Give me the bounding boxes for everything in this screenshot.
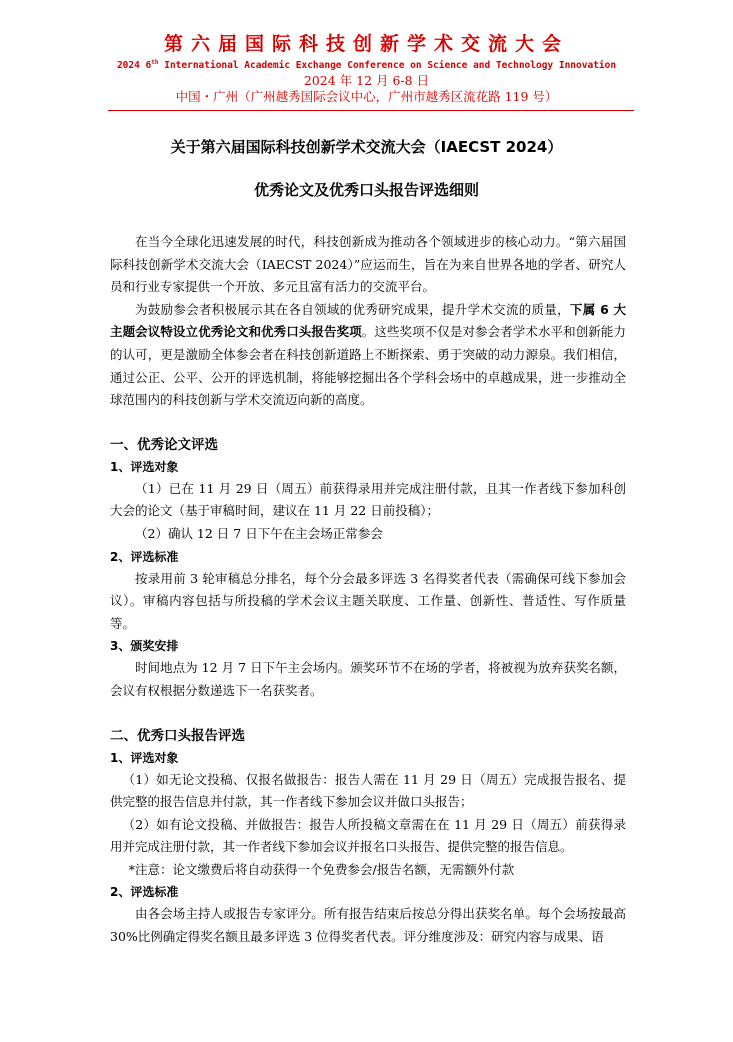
section-1-heading: 一、优秀论文评选 [110,436,218,453]
header-divider [108,110,634,111]
section-1-item-1: （1）已在 11 月 29 日（周五）前获得录用并完成注册付款，且其一作者线下参加科创大会的论文（基于审稿时间，建议在 11 月 22 日前投稿）； [110,480,626,519]
section-2-note: *注意：论文缴费后将自动获得一个免费参会/报告名额，无需额外付款 [128,861,515,877]
section-2-item-1: （1）如无论文投稿、仅报名做报告：报告人需在 11 月 29 日（周五）完成报告报名、提供完整的报告信息并付款，其一作者线下参加会议并做口头报告； [110,771,626,810]
section-1-subheading-criteria: 2、评选标准 [110,549,179,564]
section-2-criteria: 由各会场主持人或报告专家评分。所有报告结束后按总分得出获奖名单。每个会场按最高 30%比例确定得奖名额且最多评选 3 位得奖者代表。评分维度涉及：研究内容与成果、语 [110,906,626,945]
section-2-subheading-target: 1、评选对象 [110,750,179,765]
section-1-item-2: （2）确认 12 日 7 日下午在主会场正常参会 [135,525,383,541]
conference-title-en: 2024 6th International Academic Exchange Conference on Science and Technology Innovation [116,59,617,72]
intro-paragraph-1: 在当今全球化迅速发展的时代，科技创新成为推动各个领域进步的核心动力。“第六届国际科技创新学术交流大会（IAECST 2024）”应运而生，旨在为来自世界各地的学者、研究人员和行业专家提供一个开放、多元且富有活力的交流平台。 [110,234,626,295]
section-1-subheading-award: 3、颁奖安排 [110,639,179,654]
section-1-criteria: 按录用前 3 轮审稿总分排名，每个分会最多评选 3 名得奖者代表（需确保可线下参加会议）。审稿内容包括与所投稿的学术会议主题关联度、工作量、创新性、普适性、写作质量等。 [110,570,626,631]
conference-header [0,32,733,105]
conference-date: 2024 年 12 月 6-8 日 [303,73,430,89]
highlight-text: 下属 6 大主题会议特设立优秀论文和优秀口头报告奖项 [110,301,626,340]
section-2-subheading-criteria: 2、评选标准 [110,885,179,900]
document-subtitle: 优秀论文及优秀口头报告评选细则 [253,181,479,199]
section-2-heading: 二、优秀口头报告评选 [110,727,245,744]
section-1-award: 时间地点为 12 月 7 日下午主会场内。颁奖环节不在场的学者，将被视为放弃获奖名额，会议有权根据分数递选下一名获奖者。 [110,660,626,698]
conference-venue: 中国・广州（广州越秀国际会议中心，广州市越秀区流花路 119 号） [175,89,558,105]
conference-title-cn: 第六届国际科技创新学术交流大会 [163,33,569,55]
intro-paragraph-2: 为鼓励参会者积极展示其在各自领域的优秀研究成果，提升学术交流的质量，下属 6 大主题会议特设立优秀论文和优秀口头报告奖项。这些奖项不仅是对参会者学术水平和创新能力的认可，更是激励全体参会者在科技创新道路上不断探索、勇于突破的动力源泉。我们相信，通过公正、公平、公开的评选机制，将能够挖掘出各个学科会场中的卓越成果，进一步推动全球范围内的科技创新与学术交流迈向新的高度。 [110,301,626,408]
section-2-item-2: （2）如有论文投稿、并做报告：报告人所投稿文章需在在 11 月 29 日（周五）前获得录用并完成注册付款，其一作者线下参加会议并报名口头报告、提供完整的报告信息。 [110,816,626,855]
document-body [110,231,626,949]
document-title: 关于第六届国际科技创新学术交流大会（IAECST 2024） [170,138,563,156]
section-1-subheading-target: 1、评选对象 [110,459,179,474]
